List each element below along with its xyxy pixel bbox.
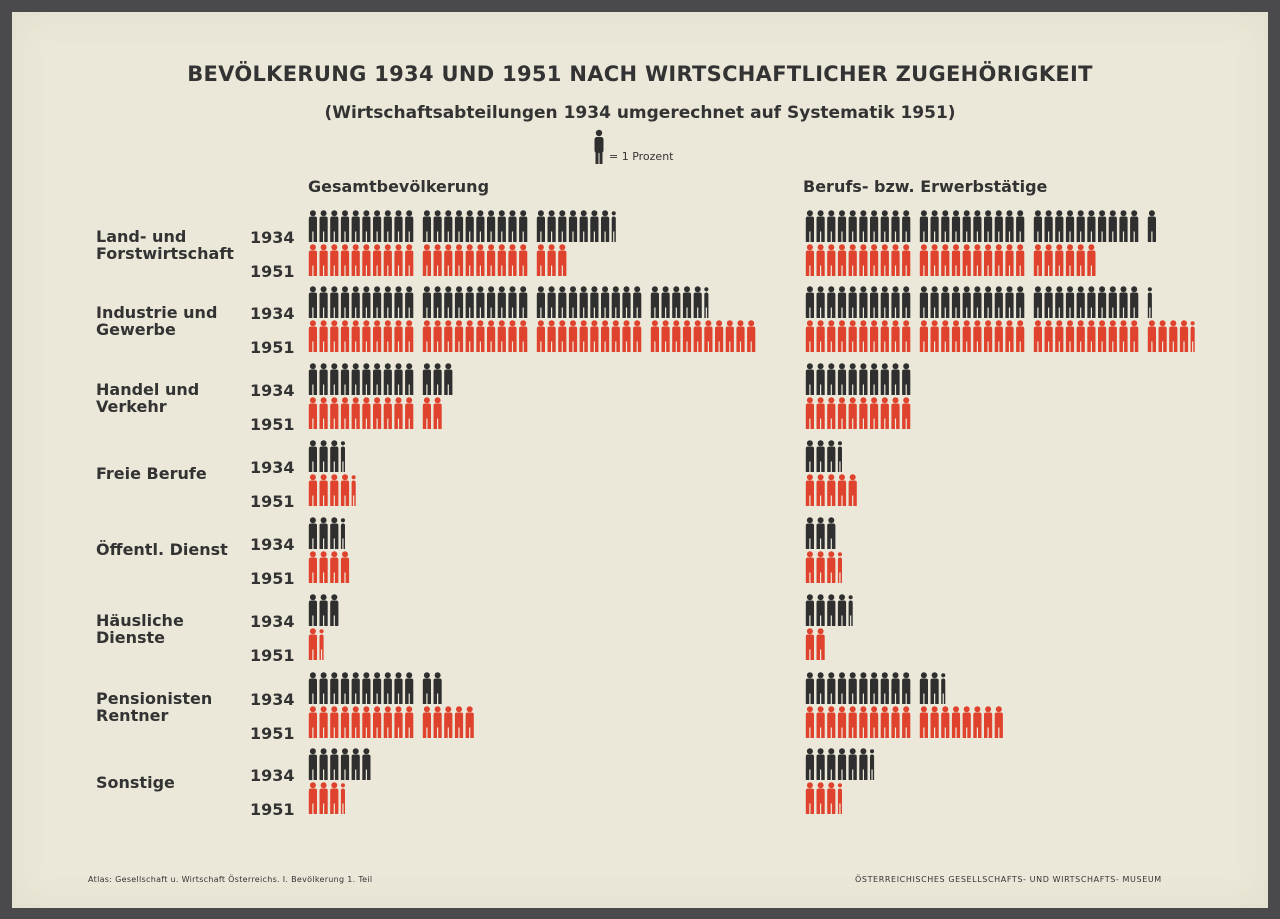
figure-bar-1934	[806, 672, 946, 704]
figure-bar-1951	[806, 706, 1003, 738]
figure-bar-1951	[309, 320, 756, 352]
figure-bar-1934	[309, 363, 453, 395]
year-label-1951: 1951	[250, 338, 295, 357]
figure-bar-1951	[309, 628, 324, 660]
year-label-1934: 1934	[250, 690, 295, 709]
year-label-1951: 1951	[250, 724, 295, 743]
figure-bar-1951	[806, 782, 842, 814]
footer-publisher: ÖSTERREICHISCHES GESELLSCHAFTS- UND WIRTSCHAFTS- MUSEUM	[855, 875, 1162, 884]
figure-bar-1934	[309, 748, 371, 780]
figure-bar-1934	[806, 363, 911, 395]
category-label: Land- und Forstwirtschaft	[96, 227, 234, 263]
panel-title-gesamtbevoelkerung: Gesamtbevölkerung	[308, 177, 490, 196]
category-label: Öffentl. Dienst	[96, 540, 228, 559]
isotype-chart	[12, 12, 1268, 908]
category-label: Pensionisten Rentner	[96, 689, 213, 725]
poster-sheet	[12, 12, 1268, 908]
figure-bar-1951	[309, 244, 567, 276]
figure-bar-1934	[806, 440, 842, 472]
year-label-1934: 1934	[250, 458, 295, 477]
figure-bar-1934	[309, 594, 339, 626]
figure-bar-1934	[806, 286, 1152, 318]
figure-bar-1934	[806, 210, 1156, 242]
category-label: Sonstige	[96, 773, 175, 792]
year-label-1951: 1951	[250, 800, 295, 819]
figure-bar-1934	[806, 517, 836, 549]
year-label-1934: 1934	[250, 381, 295, 400]
figure-bar-1934	[806, 748, 874, 780]
figure-bar-1951	[309, 474, 356, 506]
category-label: Häusliche Dienste	[96, 611, 184, 647]
year-label-1951: 1951	[250, 415, 295, 434]
figure-bar-1951	[806, 474, 857, 506]
figure-bar-1934	[309, 672, 442, 704]
figure-bar-1934	[309, 286, 709, 318]
figure-bar-1951	[806, 628, 825, 660]
figure-bar-1951	[309, 551, 349, 583]
year-label-1934: 1934	[250, 228, 295, 247]
figure-bar-1934	[309, 440, 345, 472]
category-label: Handel und Verkehr	[96, 380, 200, 416]
year-label-1934: 1934	[250, 304, 295, 323]
figure-bar-1951	[806, 244, 1096, 276]
category-label: Industrie und Gewerbe	[96, 303, 218, 339]
chart-subtitle: (Wirtschaftsabteilungen 1934 umgerechnet auf Systematik 1951)	[324, 103, 956, 123]
year-label-1951: 1951	[250, 569, 295, 588]
figure-bar-1951	[806, 397, 911, 429]
figure-bar-1951	[309, 706, 474, 738]
figure-bar-1951	[309, 782, 345, 814]
year-label-1934: 1934	[250, 612, 295, 631]
figure-bar-1951	[309, 397, 442, 429]
year-label-1951: 1951	[250, 646, 295, 665]
year-label-1934: 1934	[250, 535, 295, 554]
legend-label: = 1 Prozent	[609, 150, 674, 163]
figure-bar-1934	[806, 594, 853, 626]
category-label: Freie Berufe	[96, 464, 207, 483]
panel-title-erwerbstaetige: Berufs- bzw. Erwerbstätige	[803, 177, 1048, 196]
chart-title: BEVÖLKERUNG 1934 UND 1951 NACH WIRTSCHAFTLICHER ZUGEHÖRIGKEIT	[187, 62, 1093, 86]
year-label-1951: 1951	[250, 492, 295, 511]
footer-source: Atlas: Gesellschaft u. Wirtschaft Österreichs. I. Bevölkerung 1. Teil	[88, 875, 373, 884]
figure-bar-1934	[309, 517, 345, 549]
figure-bar-1951	[806, 551, 842, 583]
figure-bar-1934	[309, 210, 616, 242]
year-label-1951: 1951	[250, 262, 295, 281]
year-label-1934: 1934	[250, 766, 295, 785]
figure-bar-1951	[806, 320, 1195, 352]
